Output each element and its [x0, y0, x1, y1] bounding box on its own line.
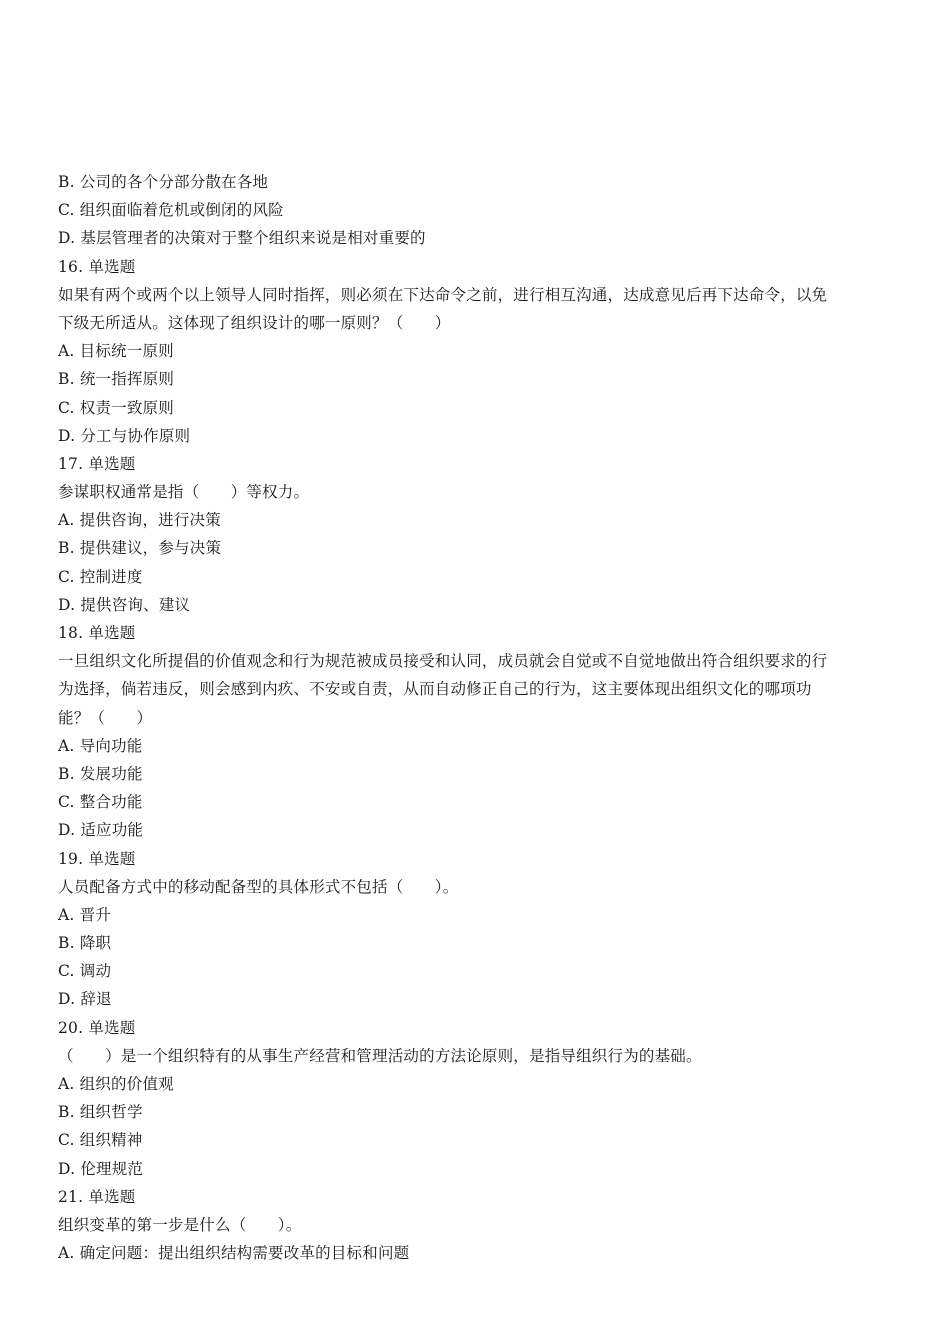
- question-19-option-d: D. 辞退: [58, 990, 112, 1009]
- question-17-option-b: B. 提供建议，参与决策: [58, 539, 222, 558]
- question-18-option-d: D. 适应功能: [58, 821, 144, 840]
- question-20-option-a: A. 组织的价值观: [58, 1075, 174, 1093]
- question-16-option-c: C. 权责一致原则: [58, 398, 174, 417]
- question-18-option-c: C. 整合功能: [58, 793, 143, 812]
- question-18-header: 18. 单选题: [58, 624, 136, 642]
- question-17-option-a: A. 提供咨询，进行决策: [58, 511, 221, 530]
- question-18-option-a: A. 导向功能: [58, 736, 143, 755]
- question-21-header: 21. 单选题: [58, 1187, 136, 1206]
- question-17-stem: 参谋职权通常是指（ ）等权力。: [58, 483, 310, 502]
- question-19-option-a: A. 晋升: [58, 905, 112, 924]
- question-21-option-a: A. 确定问题：提出组织结构需要改革的目标和问题: [58, 1244, 410, 1263]
- question-18-stem-line-3: 能？（ ）: [58, 708, 153, 727]
- question-list: [58, 168, 888, 1267]
- question-19-option-c: C. 调动: [58, 962, 112, 981]
- question-19-option-b: B. 降职: [58, 934, 112, 953]
- question-19-stem: 人员配备方式中的移动配备型的具体形式不包括（ ）。: [58, 877, 459, 896]
- question-16-option-b: B. 统一指挥原则: [58, 370, 175, 389]
- question-20-stem: （ ）是一个组织特有的从事生产经营和管理活动的方法论原则，是指导组织行为的基础。: [58, 1046, 702, 1065]
- question-20-header: 20. 单选题: [58, 1018, 136, 1037]
- question-20-option-b: B. 组织哲学: [58, 1103, 143, 1122]
- question-18-option-b: B. 发展功能: [58, 764, 143, 783]
- option-c: C. 组织面临着危机或倒闭的风险: [58, 201, 284, 220]
- question-16-option-d: D. 分工与协作原则: [58, 426, 191, 445]
- question-16-option-a: A. 目标统一原则: [58, 342, 174, 361]
- question-17-header: 17. 单选题: [58, 454, 136, 473]
- question-16-header: 16. 单选题: [58, 257, 136, 276]
- question-20-option-c: C. 组织精神: [58, 1131, 143, 1150]
- option-d: D. 基层管理者的决策对于整个组织来说是相对重要的: [58, 229, 426, 248]
- question-16-stem-line-1: 如果有两个或两个以上领导人同时指挥，则必须在下达命令之前，进行相互沟通，达成意见后再下达命令，以免: [58, 285, 828, 304]
- question-18-stem-line-1: 一旦组织文化所提倡的价值观念和行为规范被成员接受和认同，成员就会自觉或不自觉地做出符合组织要求的行: [58, 652, 828, 671]
- question-16-stem-line-2: 下级无所适从。这体现了组织设计的哪一原则？（ ）: [58, 313, 451, 332]
- question-17-option-d: D. 提供咨询、建议: [58, 595, 191, 614]
- question-19-header: 19. 单选题: [58, 849, 136, 868]
- question-20-option-d: D. 伦理规范: [58, 1159, 144, 1178]
- question-17-option-c: C. 控制进度: [58, 567, 143, 586]
- option-b: B. 公司的各个分部分散在各地: [58, 173, 269, 191]
- question-18-stem-line-2: 为选择，倘若违反，则会感到内疚、不安或自责，从而自动修正自己的行为，这主要体现出组织文化的哪项功: [58, 680, 812, 699]
- question-21-stem: 组织变革的第一步是什么（ ）。: [58, 1215, 302, 1234]
